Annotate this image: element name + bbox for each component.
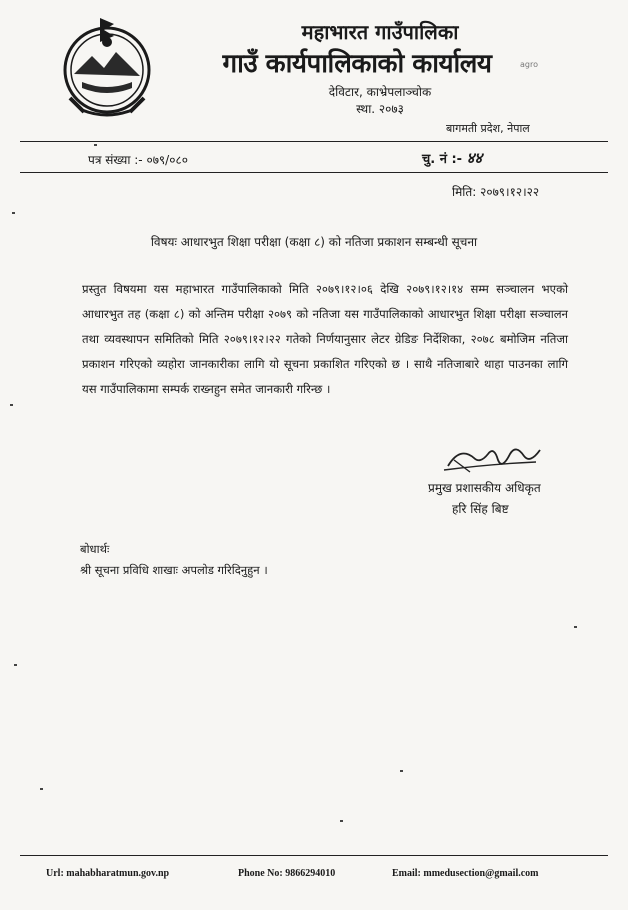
header-stamp-text: agro [520, 60, 538, 69]
dispatch-label: चु. नं :- [422, 152, 463, 167]
dispatch-value: ४४ [466, 149, 483, 167]
scan-speck [40, 788, 43, 790]
address-line2: स्था. २०७३ [356, 102, 404, 116]
province-name: बागमती प्रदेश, नेपाल [446, 122, 530, 135]
header-divider-bottom [20, 172, 608, 173]
scan-speck [10, 404, 13, 406]
letter-date: मिति: २०७९।१२।२२ [452, 185, 540, 199]
scan-speck [574, 626, 577, 628]
cc-recipient: श्री सूचना प्रविधि शाखाः अपलोड गरिदिनुहुन । [80, 563, 268, 577]
office-address [300, 84, 460, 118]
dispatch-number [422, 148, 482, 168]
signatory-title: प्रमुख प्रशासकीय अधिकृत [428, 481, 541, 495]
office-name-line1: महाभारत गाउँपालिका [301, 20, 459, 44]
letter-number: पत्र संख्या :- ०७९/०८० [88, 153, 188, 167]
signatory-name: हरि सिंह बिष्ट [452, 502, 509, 516]
footer-email: Email: mmedusection@gmail.com [392, 868, 539, 879]
scan-speck [340, 820, 343, 822]
footer-divider [20, 855, 608, 856]
office-name-line2: गाउँ कार्यपालिकाको कार्यालय [222, 49, 492, 79]
header-divider-top [20, 141, 608, 142]
municipality-emblem-icon [52, 12, 162, 122]
scan-speck [94, 144, 97, 146]
signature-icon [440, 436, 550, 476]
subject-line: विषयः आधारभुत शिक्षा परीक्षा (कक्षा ८) को नतिजा प्रकाशन सम्बन्धी सूचना [150, 235, 478, 249]
address-line1: देविटार, काभ्रेपलाञ्चोक [328, 85, 432, 99]
scan-speck [400, 770, 403, 772]
scan-speck [12, 212, 15, 214]
footer-phone: Phone No: 9866294010 [238, 868, 336, 879]
notice-body: प्रस्तुत विषयमा यस महाभारत गाउँपालिकाको मिति २०७९।१२।०६ देखि २०७९।१२।१४ सम्म सञ्चालन भएको आधारभुत तह (कक्षा ८) को अन्तिम परीक्षा २०७९ को नतिजा यस गाउँपालिकाको आधारभुत शिक्षा परीक्षा सञ्चालन तथा व्यवस्थापन समितिको मिति २०७९।१२।२२ गतेको निर्णयानुसार लेटर ग्रेडिङ निर्देशिका, २०७८ बमोजिम नतिजा प्रकाशन गरिएको व्यहोरा जानकारीका लागि यो सूचना प्रकाशित गरिएको छ । साथै नतिजाबारे थाहा पाउनका लागि यस गाउँपालिकामा सम्पर्क राख्नहुन समेत जानकारी गरिन्छ । [82, 282, 568, 396]
footer-url: Url: mahabharatmun.gov.np [46, 868, 170, 879]
scan-speck [14, 664, 17, 666]
cc-label: बोधार्थः [80, 542, 110, 556]
